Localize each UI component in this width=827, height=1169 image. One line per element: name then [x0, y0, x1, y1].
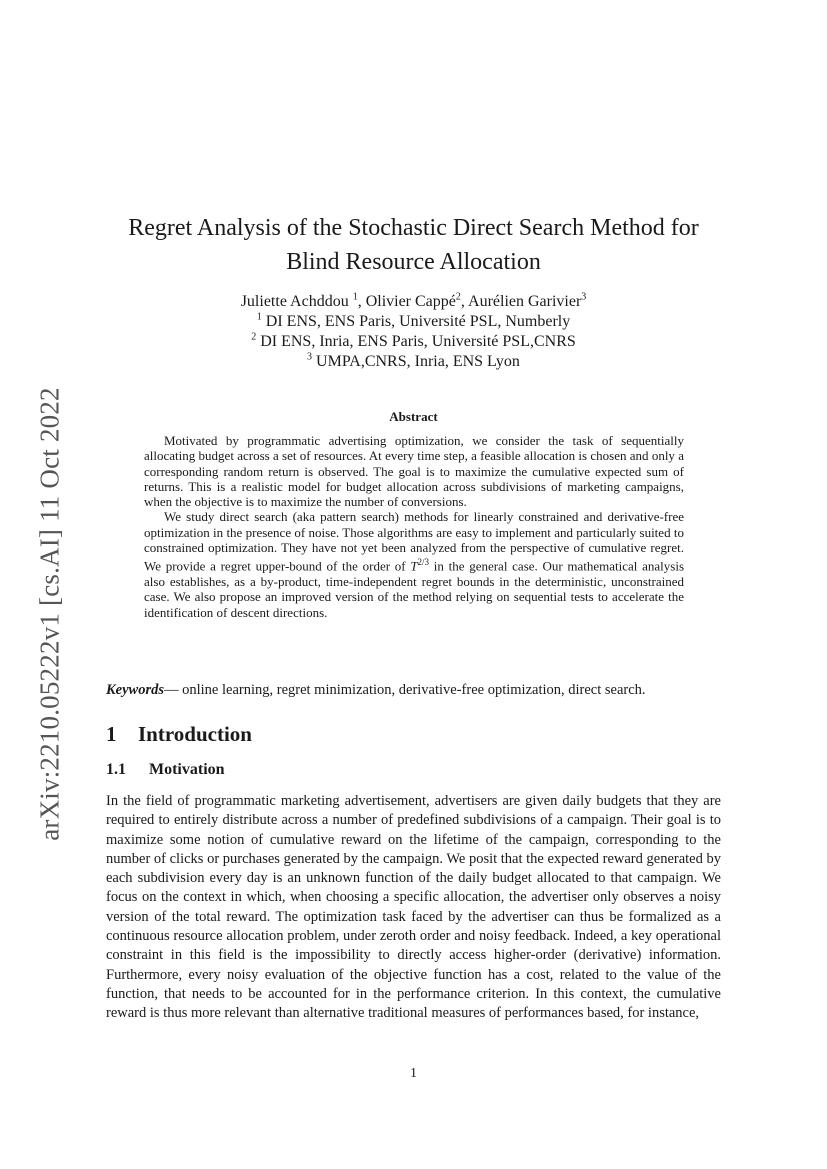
math-exponent: 2/3 — [417, 557, 430, 568]
author-separator: , — [460, 293, 465, 310]
keywords-text: online learning, regret minimization, derivative-free optimization, direct search. — [182, 682, 646, 698]
abstract-paragraph-1: Motivated by programmatic advertising optimization, we consider the task of sequentially allocating budget across a set of resources. At every time step, a feasible allocation is chosen and only a corresponding random return is observed. The goal is to maximize the cumulative expected sum of returns. This is a realistic model for budget allocation across subdivisions of marketing campaigns, when the objective is to maximize the number of conversions. — [144, 433, 684, 510]
affiliation-text: DI ENS, Inria, ENS Paris, Université PSL,CNRS — [260, 333, 576, 350]
affiliation-text: UMPA,CNRS, Inria, ENS Lyon — [316, 353, 520, 370]
abstract-text: in the general case. Our mathematical analysis also establishes, as a by-product, time-independent regret bounds in the deterministic, unconstrained case. We also propose an improved version of the method relying on sequential tests to accelerate the identification of descent directions. — [144, 558, 685, 620]
subsection-number: 1.1 — [106, 761, 126, 778]
author-block — [100, 292, 727, 372]
affiliation-mark: 3 — [307, 351, 313, 363]
abstract-paragraph-2 — [144, 509, 684, 619]
author-affiliation-mark: 1 — [352, 291, 358, 303]
body-text — [106, 792, 721, 1024]
page-number: 1 — [410, 1066, 417, 1081]
abstract-text: We study direct search (aka pattern search) methods for linearly constrained and derivative-free optimization in the presence of noise. Those algorithms are easy to implement and particularly suited to constrained optimization. They have not yet been analyzed from the perspective of cumulative regret. We provide a regret upper-bound of the order of — [144, 509, 684, 574]
arxiv-identifier-text: arXiv:2210.05222v1 [cs.AI] 11 Oct 2022 — [34, 387, 65, 841]
title-line-2: Blind Resource Allocation — [286, 249, 541, 275]
keywords-label: Keywords — [106, 682, 164, 698]
affiliation-line — [100, 332, 727, 352]
section-heading — [106, 722, 252, 747]
author-affiliation-mark: 3 — [581, 291, 587, 303]
section-title: Introduction — [138, 722, 252, 746]
math-symbol: T — [410, 558, 418, 574]
author-separator: , — [357, 293, 362, 310]
keywords-dash: — — [164, 682, 179, 698]
paper-title — [100, 211, 727, 279]
affiliation-mark: 1 — [256, 311, 262, 323]
author-name: Juliette Achddou — [240, 293, 349, 310]
author-affiliation-mark: 2 — [455, 291, 461, 303]
section-number: 1 — [106, 722, 117, 746]
author-name: Olivier Cappé — [365, 293, 456, 310]
affiliation-text: DI ENS, ENS Paris, Université PSL, Numberly — [265, 313, 571, 330]
body-paragraph: In the field of programmatic marketing advertisement, advertisers are given daily budgets that they are required to entirely distribute across a number of predefined subdivisions of a campaign. Their goal is to maximize some notion of cumulative reward on the lifetime of the campaign, corresponding to the number of clicks or purchases generated by the campaign. We posit that the expected reward generated by each subdivision every day is an unknown function of the daily budget allocated to that campaign. We focus on the context in which, when choosing a specific allocation, the advertiser only observes a noisy version of the total reward. The optimization task faced by the advertiser can thus be formalized as a continuous resource allocation problem, under zeroth order and noisy feedback. Indeed, a key operational constraint in this field is the impossibility to directly access higher-order (derivative) information. Furthermore, every noisy evaluation of the objective function has a cost, related to the value of the function, that needs to be accounted for in the performance criterion. In this context, the cumulative reward is thus more relevant than alternative traditional measures of performances based, for instance, — [106, 793, 721, 1022]
subsection-heading — [106, 761, 225, 779]
affiliation-line — [100, 352, 727, 372]
abstract-body — [144, 433, 684, 620]
abstract-heading: Abstract — [389, 409, 438, 424]
title-line-1: Regret Analysis of the Stochastic Direct Search Method for — [128, 215, 699, 241]
keywords-line — [106, 681, 726, 699]
author-names — [100, 292, 727, 312]
author-name: Aurélien Garivier — [468, 293, 582, 310]
subsection-title: Motivation — [149, 761, 225, 778]
affiliation-line — [100, 312, 727, 332]
affiliation-mark: 2 — [251, 331, 257, 343]
